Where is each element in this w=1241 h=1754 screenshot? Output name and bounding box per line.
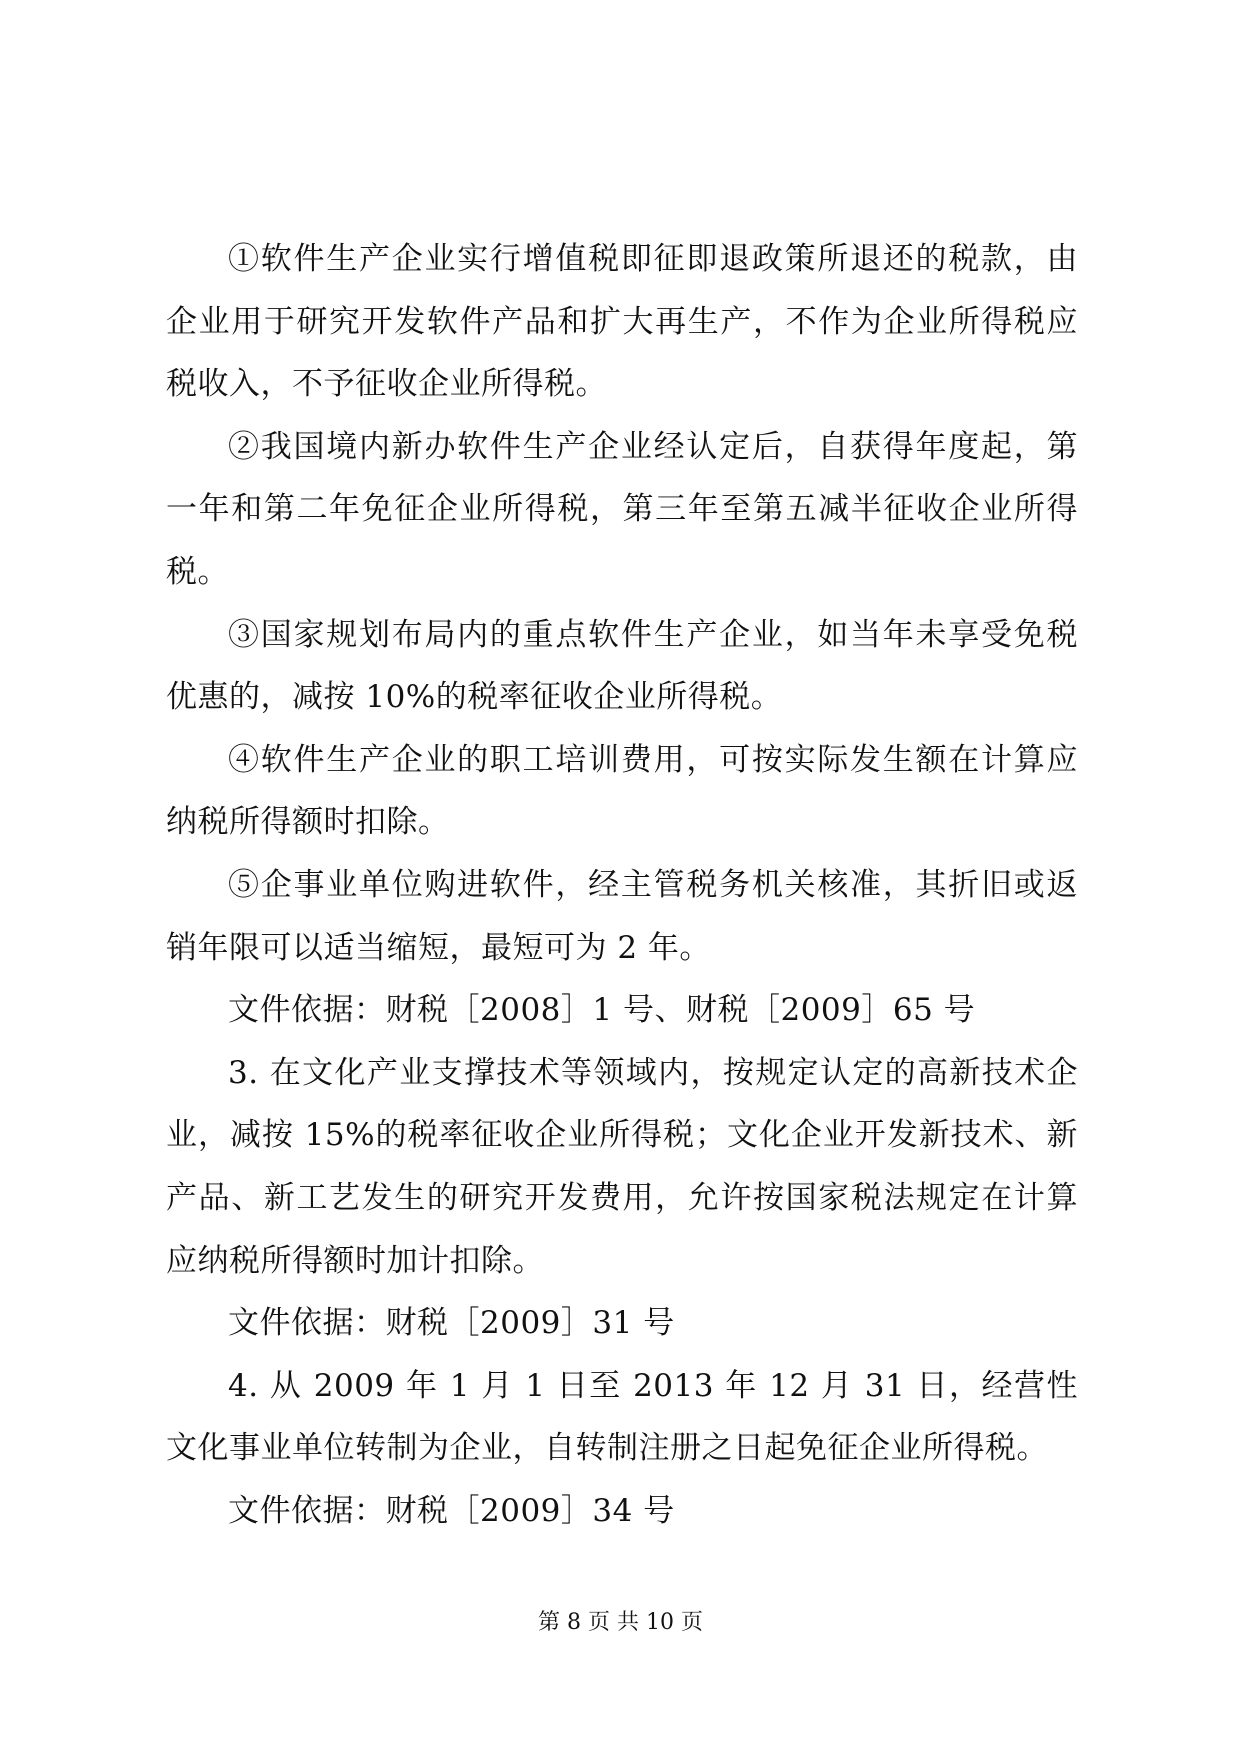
paragraph-cultural-unit-conversion: 4. 从 2009 年 1 月 1 日至 2013 年 12 月 31 日，经营性文化事业单位转制为企业，自转制注册之日起免征企业所得税。 [166, 1367, 1078, 1467]
paragraph-document-basis-1: 文件依据：财税［2008］1 号、财税［2009］65 号 [228, 992, 976, 1029]
paragraph-software-vat-refund: ①软件生产企业实行增值税即征即退政策所退还的税款，由企业用于研究开发软件产品和扩大再生产，不作为企业所得税应税收入，不予征收企业所得税。 [166, 241, 1078, 403]
document-body [166, 228, 1078, 1542]
page-number-footer: 第 8 页 共 10 页 [538, 1610, 703, 1635]
paragraph-staff-training-cost: ④软件生产企业的职工培训费用，可按实际发生额在计算应纳税所得额时扣除。 [166, 741, 1078, 841]
paragraph-high-tech-enterprise: 3. 在文化产业支撑技术等领域内，按规定认定的高新技术企业，减按 15%的税率征收企业所得税；文化企业开发新技术、新产品、新工艺发生的研究开发费用，允许按国家税法规定在计算应纳税所得额时加计扣除。 [166, 1054, 1078, 1279]
paragraph-software-depreciation: ⑤企事业单位购进软件，经主管税务机关核准，其折旧或返销年限可以适当缩短，最短可为 2 年。 [166, 866, 1078, 966]
paragraph-document-basis-3: 文件依据：财税［2009］34 号 [228, 1492, 675, 1529]
paragraph-document-basis-2: 文件依据：财税［2009］31 号 [228, 1305, 675, 1342]
paragraph-key-software-enterprise: ③国家规划布局内的重点软件生产企业，如当年未享受免税优惠的，减按 10%的税率征收企业所得税。 [166, 616, 1078, 716]
paragraph-new-software-enterprise: ②我国境内新办软件生产企业经认定后，自获得年度起，第一年和第二年免征企业所得税，第三年至第五减半征收企业所得税。 [166, 428, 1078, 590]
